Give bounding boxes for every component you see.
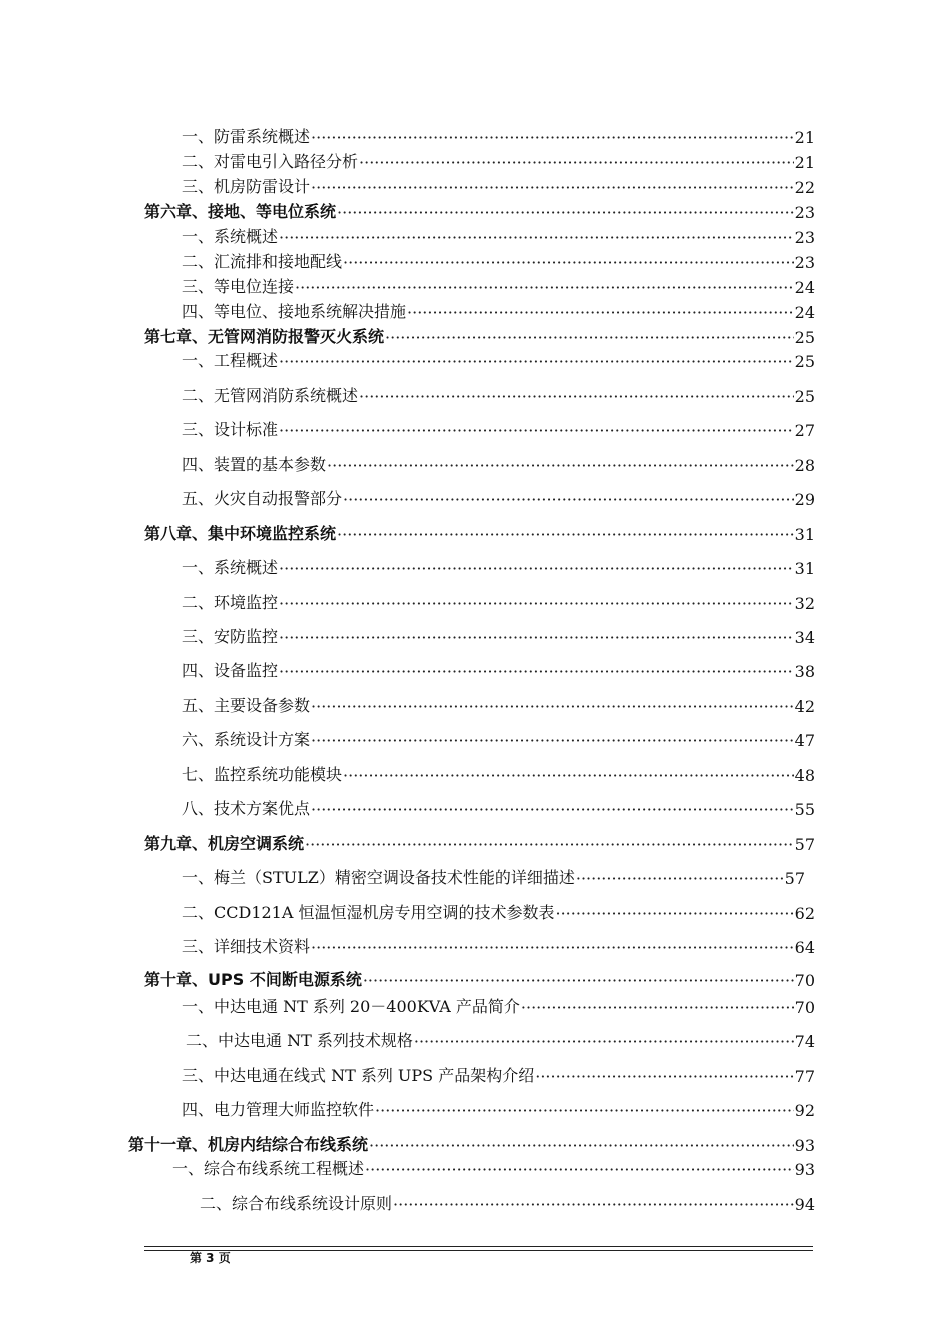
toc-entry-page-number: 23 — [794, 203, 815, 222]
toc-entry-page-number: 24 — [794, 278, 815, 297]
footer-rule — [144, 1246, 813, 1247]
dot-leader — [279, 662, 794, 681]
toc-entry-page-number: 70 — [794, 998, 815, 1017]
dot-leader — [279, 352, 794, 371]
toc-entry-page-number: 92 — [794, 1101, 815, 1120]
toc-entry-page-number: 48 — [794, 766, 815, 785]
toc-entry-title: 一、系统概述 — [182, 558, 279, 577]
toc-entry-title: 三、详细技术资料 — [182, 937, 311, 956]
toc-entry-title: 二、CCD121A 恒温恒湿机房专用空调的技术参数表 — [182, 903, 555, 922]
toc-section-entry[interactable] — [182, 451, 815, 475]
toc-entry-title: 三、等电位连接 — [182, 277, 295, 296]
toc-section-entry[interactable] — [182, 761, 815, 785]
dot-leader — [311, 938, 794, 957]
dot-leader — [311, 178, 794, 197]
toc-entry-page-number: 25 — [794, 328, 815, 347]
toc-section-entry[interactable] — [182, 298, 815, 322]
toc-section-entry[interactable] — [182, 123, 815, 147]
toc-entry-page-number: 57 — [794, 835, 815, 854]
dot-leader — [369, 1136, 794, 1155]
toc-entry-title: 第七章、无管网消防报警灭火系统 — [144, 327, 385, 346]
toc-entry-title: 第十章、UPS 不间断电源系统 — [144, 970, 362, 989]
dot-leader — [414, 1032, 794, 1051]
dot-leader — [311, 800, 794, 819]
dot-leader — [343, 490, 794, 509]
toc-section-entry[interactable] — [182, 657, 815, 681]
toc-section-entry[interactable] — [182, 416, 815, 440]
dot-leader — [363, 971, 794, 990]
toc-entry-title: 七、监控系统功能模块 — [182, 765, 343, 784]
dot-leader — [556, 904, 794, 923]
toc-section-entry[interactable] — [182, 1096, 815, 1120]
toc-entry-title: 三、设计标准 — [182, 420, 279, 439]
toc-section-entry[interactable] — [182, 248, 815, 272]
toc-entry-page-number: 47 — [794, 731, 815, 750]
toc-chapter-entry[interactable] — [144, 323, 815, 347]
toc-chapter-entry[interactable] — [144, 198, 815, 222]
dot-leader — [365, 1160, 794, 1179]
toc-entry-page-number: 25 — [794, 352, 815, 371]
toc-entry-page-number: 38 — [794, 662, 815, 681]
dot-leader — [311, 697, 794, 716]
toc-entry-title: 五、主要设备参数 — [182, 696, 311, 715]
dot-leader — [375, 1101, 794, 1120]
toc-entry-title: 八、技术方案优点 — [182, 799, 311, 818]
page-number-footer: 第 3 页 — [190, 1251, 231, 1265]
toc-entry-page-number: 22 — [794, 178, 815, 197]
toc-entry-page-number: 62 — [794, 904, 815, 923]
toc-entry-page-number: 29 — [794, 490, 815, 509]
toc-entry-title: 一、防雷系统概述 — [182, 127, 311, 146]
toc-section-entry[interactable] — [182, 692, 815, 716]
toc-entry-page-number: 64 — [794, 938, 815, 957]
toc-entry-title: 二、对雷电引入路径分析 — [182, 152, 359, 171]
toc-section-entry[interactable] — [182, 148, 815, 172]
dot-leader — [343, 253, 794, 272]
toc-entry-page-number: 23 — [794, 253, 815, 272]
dot-leader — [279, 228, 794, 247]
toc-entry-page-number: 31 — [794, 525, 815, 544]
toc-section-entry[interactable] — [182, 864, 805, 888]
toc-section-entry[interactable] — [200, 1190, 815, 1214]
toc-entry-title: 一、综合布线系统工程概述 — [172, 1159, 365, 1178]
dot-leader — [393, 1195, 794, 1214]
toc-entry-title: 一、系统概述 — [182, 227, 279, 246]
toc-section-entry[interactable] — [182, 1062, 815, 1086]
toc-entry-page-number: 93 — [794, 1160, 815, 1179]
toc-entry-title: 四、装置的基本参数 — [182, 455, 327, 474]
toc-entry-title: 二、汇流排和接地配线 — [182, 252, 343, 271]
dot-leader — [279, 559, 794, 578]
toc-chapter-entry[interactable] — [144, 520, 815, 544]
dot-leader — [327, 456, 794, 475]
toc-entry-title: 二、无管网消防系统概述 — [182, 386, 359, 405]
dot-leader — [305, 835, 794, 854]
toc-entry-page-number: 42 — [794, 697, 815, 716]
toc-entry-page-number: 21 — [794, 153, 815, 172]
toc-section-entry[interactable] — [182, 623, 815, 647]
toc-chapter-entry[interactable] — [144, 966, 815, 990]
dot-leader — [535, 1067, 793, 1086]
toc-entry-page-number: 55 — [794, 800, 815, 819]
toc-section-entry[interactable] — [182, 899, 815, 923]
toc-section-entry[interactable] — [182, 173, 815, 197]
toc-entry-title: 五、火灾自动报警部分 — [182, 489, 343, 508]
toc-entry-page-number: 70 — [794, 971, 815, 990]
toc-entry-page-number: 21 — [794, 128, 815, 147]
dot-leader — [359, 153, 794, 172]
toc-entry-title: 一、工程概述 — [182, 351, 279, 370]
toc-entry-page-number: 94 — [794, 1195, 815, 1214]
toc-section-entry[interactable] — [182, 273, 815, 297]
dot-leader — [521, 998, 794, 1017]
toc-entry-title: 第八章、集中环境监控系统 — [144, 524, 337, 543]
toc-entry-title: 第六章、接地、等电位系统 — [144, 202, 337, 221]
toc-section-entry[interactable] — [172, 1155, 815, 1179]
toc-entry-page-number: 27 — [794, 421, 815, 440]
dot-leader — [343, 766, 794, 785]
dot-leader — [385, 328, 794, 347]
toc-section-entry[interactable] — [182, 485, 815, 509]
toc-entry-title: 第十一章、机房内结综合布线系统 — [128, 1135, 369, 1154]
toc-entry-page-number: 32 — [794, 594, 815, 613]
footer-rule-thin — [144, 1250, 813, 1251]
toc-entry-page-number: 23 — [794, 228, 815, 247]
dot-leader — [279, 421, 794, 440]
toc-entry-title: 三、中达电通在线式 NT 系列 UPS 产品架构介绍 — [182, 1066, 535, 1085]
toc-entry-title: 三、安防监控 — [182, 627, 279, 646]
toc-entry-title: 三、机房防雷设计 — [182, 177, 311, 196]
dot-leader — [279, 594, 794, 613]
toc-section-entry[interactable] — [182, 382, 815, 406]
toc-entry-title: 四、电力管理大师监控软件 — [182, 1100, 375, 1119]
toc-entry-title: 一、中达电通 NT 系列 20－400KVA 产品简介 — [182, 997, 520, 1016]
dot-leader — [337, 525, 794, 544]
dot-leader — [311, 731, 794, 750]
toc-section-entry[interactable] — [182, 223, 815, 247]
toc-entry-title: 四、设备监控 — [182, 661, 279, 680]
toc-entry-title: 第九章、机房空调系统 — [144, 834, 305, 853]
toc-entry-page-number: 25 — [794, 387, 815, 406]
toc-section-entry[interactable] — [182, 347, 815, 371]
toc-section-entry[interactable] — [182, 554, 815, 578]
toc-section-entry[interactable] — [182, 993, 815, 1017]
toc-entry-page-number: 31 — [794, 559, 815, 578]
toc-entry-title: 二、综合布线系统设计原则 — [200, 1194, 393, 1213]
toc-entry-page-number: 93 — [794, 1136, 815, 1155]
toc-entry-title: 六、系统设计方案 — [182, 730, 311, 749]
toc-entry-title: 二、环境监控 — [182, 593, 279, 612]
toc-chapter-entry[interactable] — [128, 1131, 815, 1155]
toc-section-entry[interactable] — [182, 933, 815, 957]
dot-leader — [311, 128, 794, 147]
toc-entry-page-number: 24 — [794, 303, 815, 322]
toc-entry-page-number: 34 — [794, 628, 815, 647]
dot-leader — [576, 869, 784, 888]
toc-entry-page-number: 28 — [794, 456, 815, 475]
toc-entry-title: 四、等电位、接地系统解决措施 — [182, 302, 407, 321]
dot-leader — [295, 278, 794, 297]
toc-chapter-entry[interactable] — [144, 830, 815, 854]
toc-section-entry[interactable] — [182, 795, 815, 819]
toc-entry-page-number: 74 — [794, 1032, 815, 1051]
dot-leader — [359, 387, 794, 406]
toc-section-entry[interactable] — [186, 1027, 815, 1051]
toc-section-entry[interactable] — [182, 589, 815, 613]
toc-entry-page-number: 57 — [784, 869, 805, 888]
dot-leader — [279, 628, 794, 647]
toc-section-entry[interactable] — [182, 726, 815, 750]
toc-entry-page-number: 77 — [794, 1067, 815, 1086]
dot-leader — [337, 203, 794, 222]
dot-leader — [407, 303, 794, 322]
toc-entry-title: 一、梅兰（STULZ）精密空调设备技术性能的详细描述 — [182, 868, 575, 887]
toc-entry-title: 二、中达电通 NT 系列技术规格 — [186, 1031, 413, 1050]
